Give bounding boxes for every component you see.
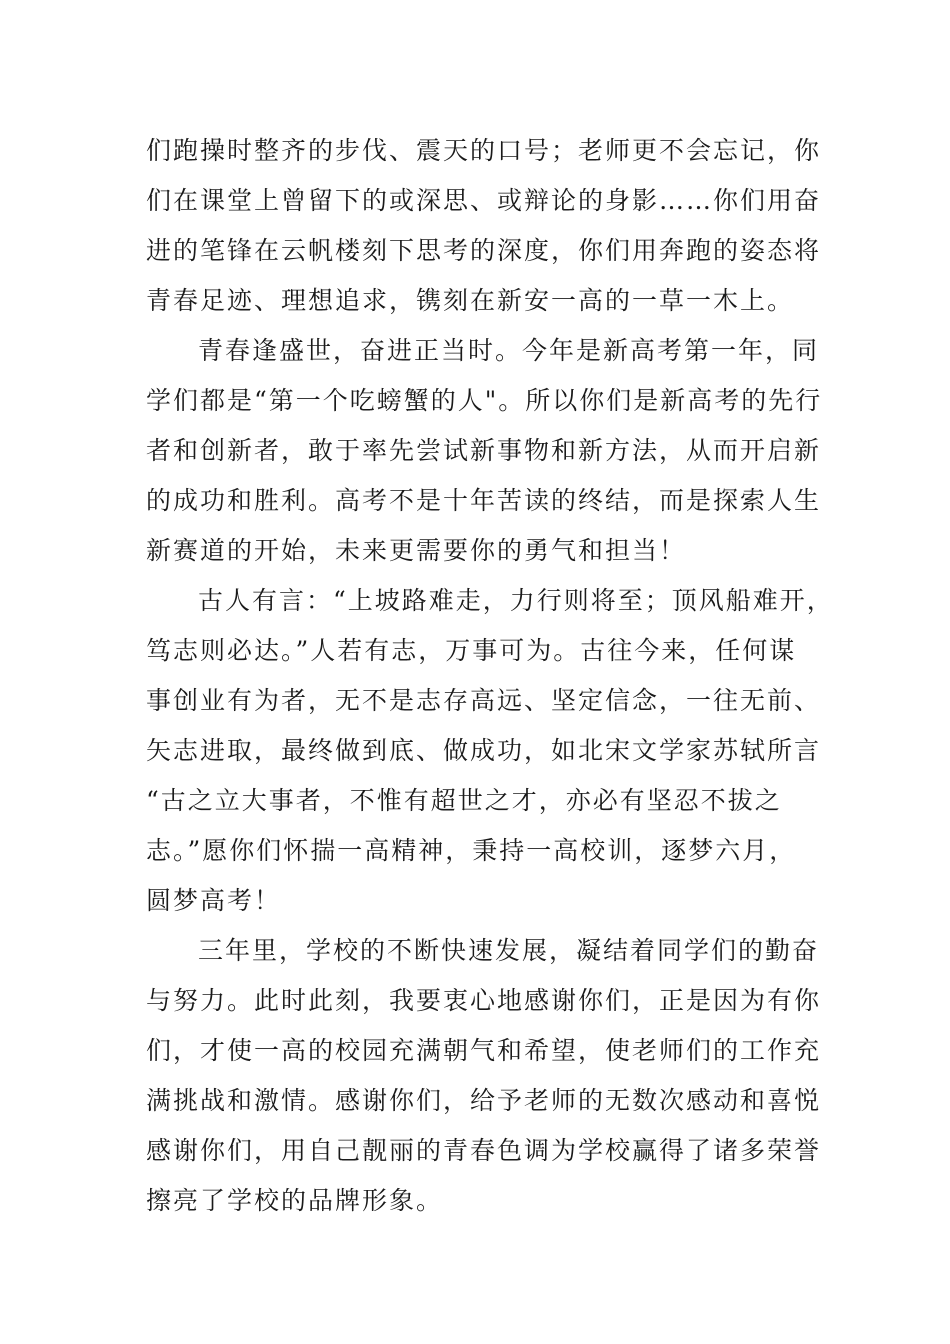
paragraph-new-gaokao xyxy=(146,326,836,576)
text-line: 者和创新者，敢于率先尝试新事物和新方法，从而开启新 xyxy=(146,436,822,465)
text-line: 感谢你们，用自己靓丽的青春色调为学校赢得了诸多荣誉 xyxy=(146,1136,822,1165)
text-line: 新赛道的开始，未来更需要你的勇气和担当！ xyxy=(146,536,687,565)
text-line: 古人有言：“上坡路难走，力行则将至；顶风船难开， xyxy=(198,586,834,615)
text-line: 与努力。此时此刻，我要衷心地感谢你们，正是因为有你 xyxy=(146,986,822,1015)
text-line: 圆梦高考！ xyxy=(146,886,282,915)
text-line: “古之立大事者，不惟有超世之才，亦必有坚忍不拔之 xyxy=(146,786,782,815)
text-line: 志。”愿你们怀揣一高精神，秉持一高校训，逐梦六月， xyxy=(146,836,797,865)
paragraph-continuation xyxy=(146,126,836,326)
text-line: 擦亮了学校的品牌形象。 xyxy=(146,1186,444,1215)
text-line: 笃志则必达。”人若有志，万事可为。古往今来，任何谋 xyxy=(146,636,797,665)
text-line: 们，才使一高的校园充满朝气和希望，使老师们的工作充 xyxy=(146,1036,822,1065)
text-line: 青春逢盛世，奋进正当时。今年是新高考第一年，同 xyxy=(198,336,820,365)
text-line: 事创业有为者，无不是志存高远、坚定信念，一往无前、 xyxy=(146,686,822,715)
text-line: 进的笔锋在云帆楼刻下思考的深度，你们用奔跑的姿态将 xyxy=(146,236,822,265)
text-line: 青春足迹、理想追求，镌刻在新安一高的一草一木上。 xyxy=(146,286,795,315)
document-body xyxy=(146,126,836,1226)
paragraph-gratitude xyxy=(146,926,836,1226)
text-line: 三年里，学校的不断快速发展，凝结着同学们的勤奋 xyxy=(198,936,820,965)
text-line: 们跑操时整齐的步伐、震天的口号；老师更不会忘记，你 xyxy=(146,136,822,165)
text-line: 学们都是“第一个吃螃蟹的人"。所以你们是新高考的先行 xyxy=(146,386,823,415)
paragraph-ancient-saying xyxy=(146,576,836,926)
text-line: 们在课堂上曾留下的或深思、或辩论的身影……你们用奋 xyxy=(146,186,822,215)
text-line: 矢志进取，最终做到底、做成功，如北宋文学家苏轼所言 xyxy=(146,736,822,765)
text-line: 满挑战和激情。感谢你们，给予老师的无数次感动和喜悦 xyxy=(146,1086,822,1115)
text-line: 的成功和胜利。高考不是十年苦读的终结，而是探索人生 xyxy=(146,486,822,515)
